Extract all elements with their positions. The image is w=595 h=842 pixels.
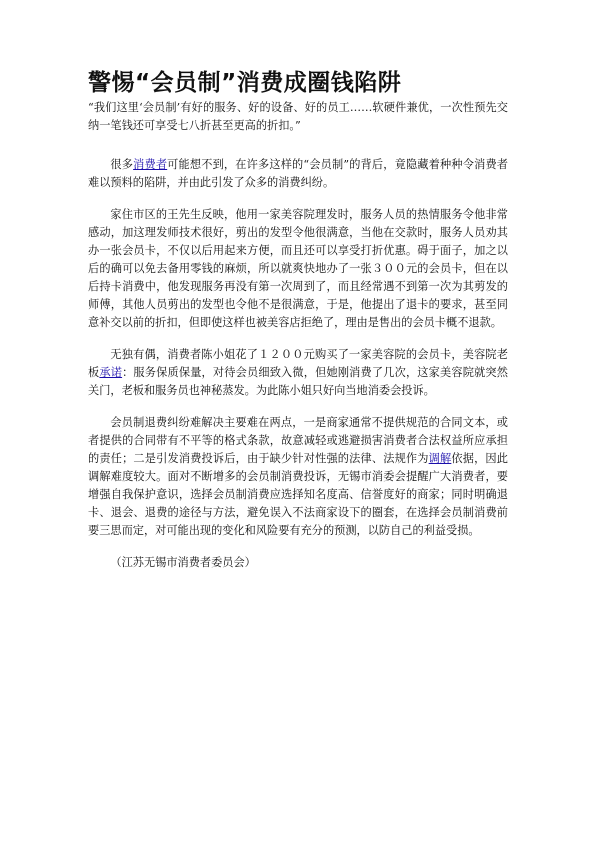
paragraph-3-text-a: 无独有偶，消费者陈小姐花了１２００元购买了一家美容院的会员卡，美容院老板 (88, 348, 508, 379)
lead-quote: “我们这里‘会员制’有好的服务、好的设备、好的员工……软硬件兼优，一次性预先交纳一笔钱还可享受七八折甚至更高的折扣。” (88, 101, 508, 132)
paragraph-3-text-b: ：服务保质保量，对待会员细致入微，但她刚消费了几次，这家美容院就突然关门，老板和服务员也神秘蒸发。为此陈小姐只好向当地消委会投诉。 (88, 366, 508, 397)
paragraph-1-text-a: 很多 (110, 158, 134, 171)
paragraph-1 (88, 156, 508, 192)
paragraph-1-text-b: 可能想不到，在许多这样的“会员制”的背后，竟隐藏着种种令消费者难以预料的陷阱，并由此引发了众多的消费纠纷。 (88, 158, 508, 189)
article-title: 警惕“会员制”消费成圈钱陷阱 (88, 70, 402, 96)
link-consumer[interactable]: 消费者 (133, 158, 168, 171)
paragraph-4-text-b: 依据，因此调解难度较大。面对不断增多的会员制消费投诉，无锡市消委会提醒广大消费者，要增强自我保护意识，选择会员制消费应选择知名度高、信誉度好的商家；同时明确退卡、退会、退费的途径与方法，避免误入不法商家设下的圈套，在选择会员制消费前要三思而定，对可能出现的变化和风险要有充分的预测，以防自己的利益受损。 (88, 452, 508, 537)
link-mediation[interactable]: 调解 (428, 452, 452, 465)
paragraph-3 (88, 346, 508, 400)
article-body (88, 99, 508, 586)
link-promise[interactable]: 承诺 (99, 366, 123, 379)
paragraph-4 (88, 414, 508, 540)
paragraph-4-text-a: 会员制退费纠纷难解决主要难在两点，一是商家通常不提供规范的合同文本，或者提供的合同带有不平等的格式条款，故意减轻或逃避损害消费者合法权益所应承担的责任；二是引发消费投诉后，由于缺少针对性强的法律、法规作为 (88, 416, 508, 465)
signature: （江苏无锡市消费者委员会） (110, 556, 256, 569)
paragraph-2: 家住市区的王先生反映，他用一家美容院理发时，服务人员的热情服务令他非常感动，加这理发师技术很好，剪出的发型令他很满意，当他在交款时，服务人员劝其办一张会员卡，不仅以后用起来方便，而且还可以享受打折优惠。碍于面子，加之以后的确可以免去备用零钱的麻烦，所以就爽快地办了一张３００元的会员卡，但在以后持卡消费中，他发现服务再没有第一次周到了，而且经常遇不到第一次为其剪发的师傅，其他人员剪出的发型也令他不是很满意，于是，他提出了退卡的要求，甚至同意补交以前的折扣，但即使这样也被美容店拒绝了，理由是售出的会员卡概不退款。 (88, 208, 508, 329)
